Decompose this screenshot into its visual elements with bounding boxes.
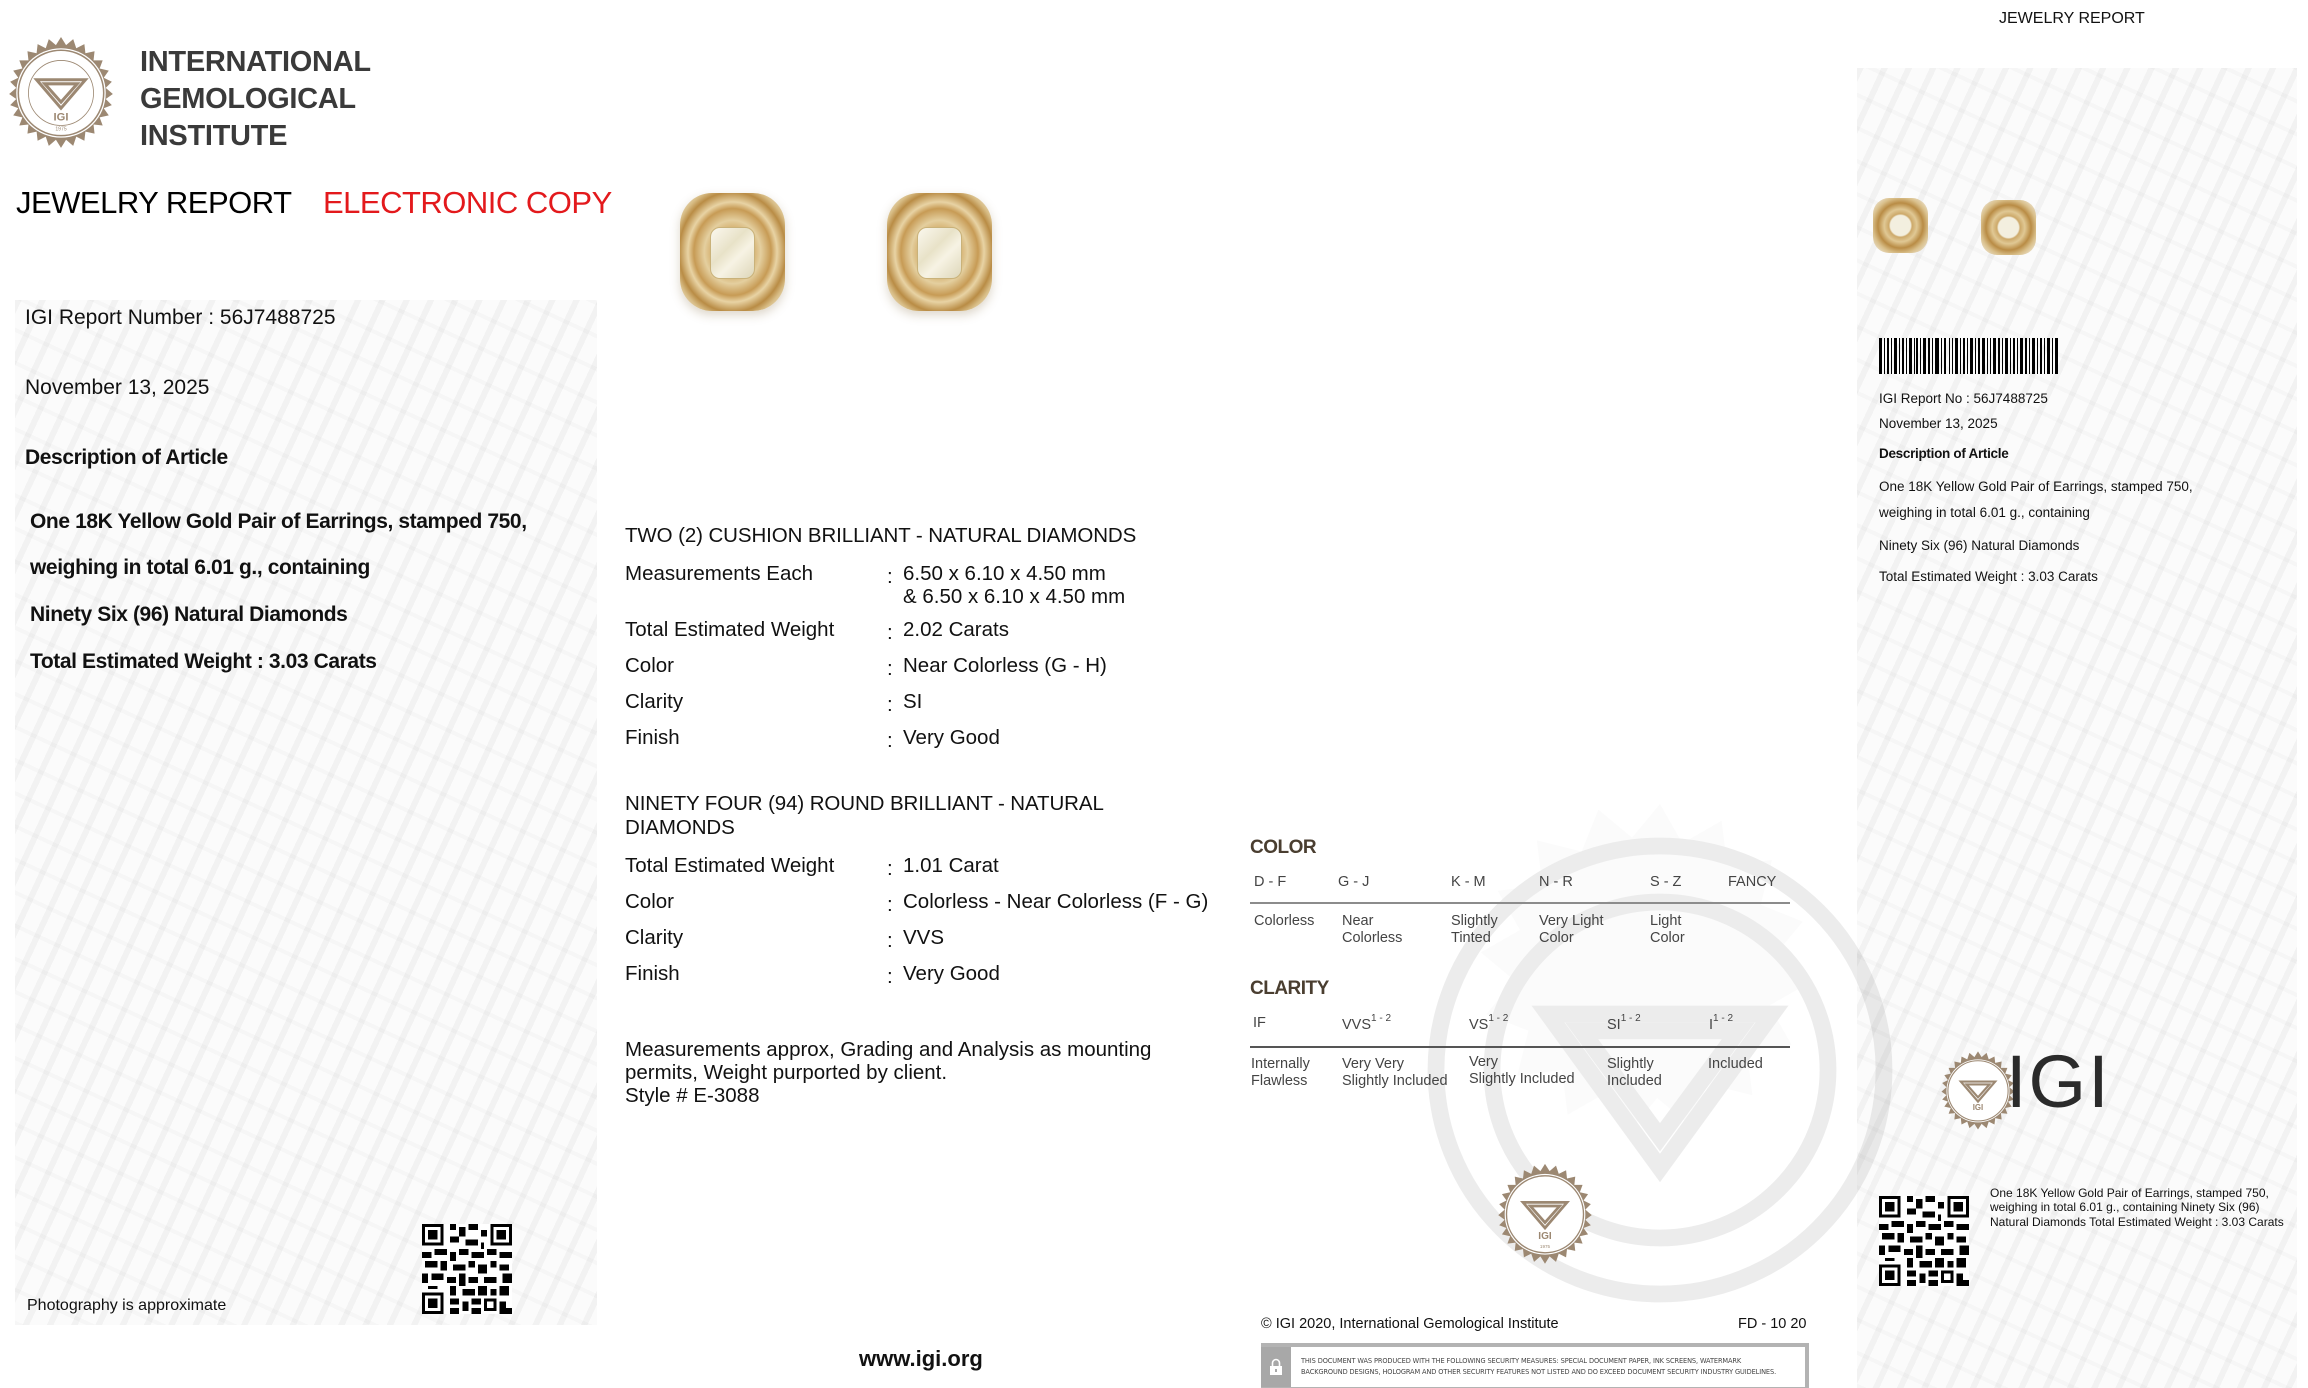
clarity-grade-code: VVS$^{1 - 2}$ xyxy=(1342,1013,1392,1033)
color-grade-code: G - J xyxy=(1338,874,1370,890)
stub-description-line: Ninety Six (96) Natural Diamonds xyxy=(1879,538,2080,553)
form-code: FD - 10 20 xyxy=(1738,1316,1807,1332)
spec-value: Near Colorless (G - H) xyxy=(903,654,1107,677)
stub-date: November 13, 2025 xyxy=(1879,416,1998,431)
website-link[interactable]: www.igi.org xyxy=(859,1346,983,1371)
spec-row-finish xyxy=(625,962,1245,988)
report-title: JEWELRY REPORT xyxy=(16,185,292,220)
clarity-grade-desc: Included xyxy=(1708,1056,1763,1072)
security-notice xyxy=(1261,1343,1809,1388)
clarity-grade-desc: Very Very Slightly Included xyxy=(1342,1056,1448,1089)
spec-separator: : xyxy=(887,729,893,752)
report-date: November 13, 2025 xyxy=(25,376,210,399)
stub-description-line: One 18K Yellow Gold Pair of Earrings, stamped 750, xyxy=(1879,479,2193,494)
spec-value: 2.02 Carats xyxy=(903,618,1009,641)
stub-jewelry-photo xyxy=(1873,198,2093,268)
color-grade-desc: Very Light Color xyxy=(1539,913,1604,946)
clarity-grade-desc: Very Slightly Included xyxy=(1469,1054,1575,1087)
spec-value: Very Good xyxy=(903,726,1000,749)
stub-description-line: weighing in total 6.01 g., containing xyxy=(1879,505,2090,520)
comments: Measurements approx, Grading and Analysis as mounting permits, Weight purported by client. Style # E-3088 xyxy=(625,1038,1152,1107)
group1-title: TWO (2) CUSHION BRILLIANT - NATURAL DIAMONDS xyxy=(625,524,1137,547)
spec-value: SI xyxy=(903,690,923,713)
stub-title: JEWELRY REPORT xyxy=(1999,10,2145,27)
color-grade-desc: Colorless xyxy=(1254,913,1315,929)
spec-label: Color xyxy=(625,890,674,913)
igi-seal-logo xyxy=(0,35,122,157)
spec-row-color xyxy=(625,654,1245,680)
stub-description-heading: Description of Article xyxy=(1879,446,2009,461)
spec-separator: : xyxy=(887,657,893,680)
color-grade-desc: Slightly Tinted xyxy=(1451,913,1498,946)
org-name-line-2: GEMOLOGICAL xyxy=(140,83,356,115)
spec-label: Total Estimated Weight xyxy=(625,618,835,641)
document-lock-icon xyxy=(1261,1347,1291,1387)
spec-row-finish xyxy=(625,726,1245,752)
spec-separator: : xyxy=(887,929,893,952)
spec-row-measurements xyxy=(625,562,1245,612)
stub-qr-code[interactable] xyxy=(1879,1196,1969,1286)
spec-label: Clarity xyxy=(625,926,684,949)
photography-note: Photography is approximate xyxy=(27,1297,227,1314)
spec-separator: : xyxy=(887,621,893,644)
color-scale-heading: COLOR xyxy=(1250,837,1317,858)
spec-value: Colorless - Near Colorless (F - G) xyxy=(903,890,1209,913)
spec-separator: : xyxy=(887,857,893,880)
color-grade-code: S - Z xyxy=(1650,874,1682,890)
description-line: Ninety Six (96) Natural Diamonds xyxy=(30,603,348,626)
spec-separator: : xyxy=(887,693,893,716)
spec-label: Color xyxy=(625,654,674,677)
igi-seal-logo-center xyxy=(1490,1162,1600,1272)
color-scale-divider xyxy=(1250,902,1790,904)
igi-seal-icon xyxy=(1490,1162,1600,1272)
clarity-scale-divider xyxy=(1250,1046,1790,1048)
clarity-grade-code: SI$^{1 - 2}$ xyxy=(1607,1013,1641,1033)
svg-text:IGI: IGI xyxy=(1538,1231,1552,1242)
spec-label: Total Estimated Weight xyxy=(625,854,835,877)
earring-right xyxy=(887,193,992,311)
clarity-scale-heading: CLARITY xyxy=(1250,978,1329,999)
spec-separator: : xyxy=(887,565,893,588)
earring-left xyxy=(1873,198,1928,253)
spec-row-weight xyxy=(625,618,1245,644)
electronic-copy-label: ELECTRONIC COPY xyxy=(323,185,612,220)
jewelry-photo xyxy=(680,185,1020,325)
description-heading: Description of Article xyxy=(25,446,228,469)
spec-separator: : xyxy=(887,965,893,988)
clarity-grade-code: VS$^{1 - 2}$ xyxy=(1469,1013,1509,1033)
color-grade-desc: Light Color xyxy=(1650,913,1685,946)
security-text: THIS DOCUMENT WAS PRODUCED WITH THE FOLLOWING SECURITY MEASURES: SPECIAL DOCUMENT PAPER, INK SCREENS, WATERMARK BACKGROUND DESIGNS, HOLOGRAM AND OTHER SECURITY FEATURES NOT LISTED AND DO EXCEED DOCUMENT SECURITY INDUSTRY GUIDELINES. xyxy=(1301,1357,1777,1376)
color-grade-code: D - F xyxy=(1254,874,1287,890)
spec-separator: : xyxy=(887,893,893,916)
spec-label: Measurements Each xyxy=(625,562,814,585)
copyright: © IGI 2020, International Gemological Institute xyxy=(1261,1316,1559,1332)
clarity-grade-code: IF xyxy=(1253,1015,1266,1031)
svg-text:IGI: IGI xyxy=(53,111,69,124)
color-grade-code: FANCY xyxy=(1728,874,1777,890)
group2-title: NINETY FOUR (94) ROUND BRILLIANT - NATURAL DIAMONDS xyxy=(625,792,1104,839)
spec-label: Finish xyxy=(625,726,680,749)
color-grade-code: K - M xyxy=(1451,874,1486,890)
stub-bottom-description: One 18K Yellow Gold Pair of Earrings, stamped 750, weighing in total 6.01 g., containing Ninety Six (96) Natural Diamonds Total Estimated Weight : 3.03 Carats xyxy=(1990,1186,2284,1229)
report-number: IGI Report Number : 56J7488725 xyxy=(25,306,336,329)
color-grade-desc: Near Colorless xyxy=(1342,913,1403,946)
spec-value: 6.50 x 6.10 x 4.50 mm & 6.50 x 6.10 x 4.50 mm xyxy=(903,562,1126,608)
spec-row-clarity xyxy=(625,926,1245,952)
spec-label: Finish xyxy=(625,962,680,985)
qr-code[interactable] xyxy=(422,1224,512,1314)
org-name-line-3: INSTITUTE xyxy=(140,120,288,152)
spec-row-color xyxy=(625,890,1245,916)
svg-text:1975: 1975 xyxy=(1539,1244,1551,1250)
stub-description-line: Total Estimated Weight : 3.03 Carats xyxy=(1879,569,2098,584)
barcode xyxy=(1879,338,2059,374)
org-name-line-1: INTERNATIONAL xyxy=(140,46,371,78)
svg-text:IGI: IGI xyxy=(1972,1103,1984,1113)
qr-code-icon xyxy=(1879,1196,1969,1286)
spec-value: 1.01 Carat xyxy=(903,854,999,877)
description-line: weighing in total 6.01 g., containing xyxy=(30,556,370,579)
earring-right xyxy=(1981,200,2036,255)
description-line: One 18K Yellow Gold Pair of Earrings, stamped 750, xyxy=(30,510,527,533)
clarity-grade-desc: Slightly Included xyxy=(1607,1056,1662,1089)
qr-code-icon xyxy=(422,1224,512,1314)
color-grade-code: N - R xyxy=(1539,874,1573,890)
org-name xyxy=(140,44,371,155)
spec-value: VVS xyxy=(903,926,945,949)
clarity-grade-code: $I^{1 - 2}$ xyxy=(1709,1013,1734,1033)
earring-left xyxy=(680,193,785,311)
spec-row-weight xyxy=(625,854,1245,880)
stub-brand-wordmark: IGI xyxy=(2006,1040,2111,1123)
igi-seal-icon xyxy=(0,35,122,157)
clarity-grade-desc: Internally Flawless xyxy=(1251,1056,1310,1089)
spec-value: Very Good xyxy=(903,962,1000,985)
spec-label: Clarity xyxy=(625,690,684,713)
description-line: Total Estimated Weight : 3.03 Carats xyxy=(30,650,377,673)
svg-text:1975: 1975 xyxy=(55,126,67,133)
spec-row-clarity xyxy=(625,690,1245,716)
stub-report-number: IGI Report No : 56J7488725 xyxy=(1879,391,2048,406)
